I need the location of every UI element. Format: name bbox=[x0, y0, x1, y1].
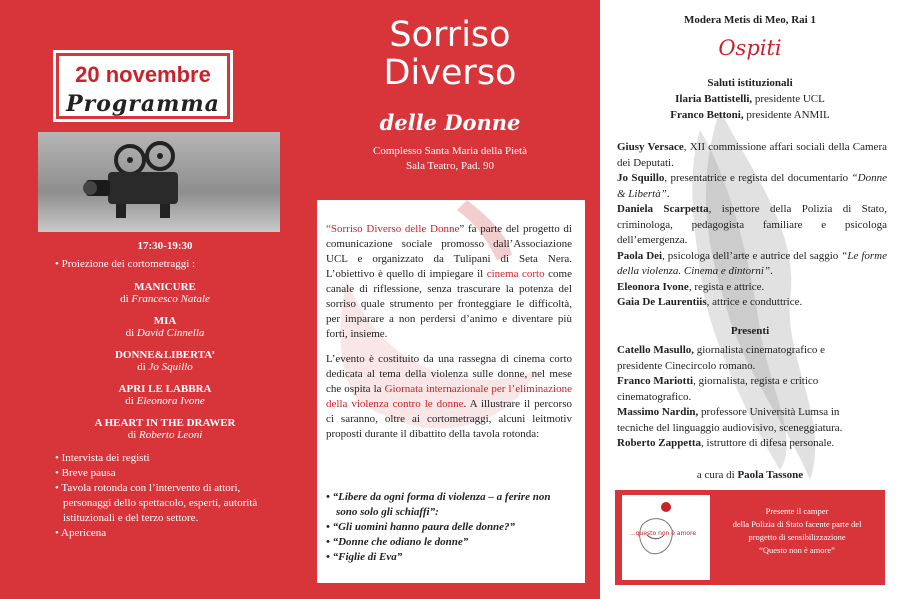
police-camper-text bbox=[714, 505, 880, 557]
program-bullet: • Intervista dei registi bbox=[55, 452, 150, 464]
program-bullet: • Breve pausa bbox=[55, 467, 116, 479]
event-title-line2: Diverso bbox=[383, 53, 517, 93]
film-author: di Eleonora Ivone bbox=[125, 395, 205, 407]
projection-item: • Proiezione dei cortometraggi : bbox=[55, 258, 196, 270]
film-projector-icon bbox=[38, 132, 280, 232]
program-heading: Programma bbox=[66, 91, 220, 117]
venue-line: Sala Teatro, Pad. 90 bbox=[406, 160, 494, 172]
guests-heading: Ospiti bbox=[718, 36, 782, 60]
film-author: di Roberto Leoni bbox=[127, 429, 203, 441]
attendee-item: Franco Mariotti, giornalista, regista e critico cinematografico. bbox=[617, 375, 819, 403]
film-item bbox=[55, 281, 275, 305]
attendee-item: Massimo Nardin, professore Università Lumsa in tecniche del linguaggio audiovisivo, sceneggiatura. bbox=[617, 406, 843, 434]
program-time: 17:30-19:30 bbox=[137, 240, 193, 252]
camper-line: “Questo non è amore” bbox=[759, 545, 835, 555]
greetings-person: Ilaria Battistelli, presidente UCL bbox=[675, 93, 825, 105]
film-item bbox=[55, 349, 275, 373]
event-subtitle: delle Donne bbox=[379, 110, 521, 135]
film-title: MIA bbox=[153, 315, 177, 327]
leitmotiv-item: • “Gli uomini hanno paura delle donne?” bbox=[326, 521, 516, 533]
venue bbox=[300, 144, 600, 174]
film-item bbox=[55, 383, 275, 407]
description-paragraph-1: “Sorriso Diverso delle Donne” fa parte del progetto di comunicazione sociale promosso dall’Associazione UCL e organizzato da Tulipani di Seta Nera. L’obiettivo è quello di impiegare il cinema corto come canale di riflessione, senza trascurare la potenza del sorriso quale strumento per fronteggiare le difficoltà, per imparare a non perdersi d’animo e diventare più forti, insieme. bbox=[326, 223, 572, 340]
event-date: 20 novembre bbox=[75, 62, 211, 87]
film-title: DONNE&LIBERTA’ bbox=[114, 349, 216, 361]
guest-item: Daniela Scarpetta, ispettore della Polizia di Stato, criminologa, pedagogista familiare e psicologa dell’emergenza. bbox=[617, 203, 887, 246]
film-title: MANICURE bbox=[134, 281, 196, 293]
guest-item: Eleonora Ivone, regista e attrice. bbox=[617, 280, 765, 293]
attendee-item: Roberto Zappetta, istruttore di difesa personale. bbox=[617, 437, 835, 449]
program-bullet: • Apericena bbox=[55, 527, 107, 539]
greetings-person: Franco Bettoni, presidente ANMIL bbox=[670, 109, 830, 121]
campaign-poster-icon bbox=[622, 495, 710, 580]
leitmotiv-item: • “Figlie di Eva” bbox=[326, 551, 403, 563]
film-author: di Jo Squillo bbox=[137, 361, 193, 373]
guest-item: Jo Squillo, presentatrice e regista del documentario “Donne & Libertà”. bbox=[617, 172, 887, 200]
attendees-list bbox=[617, 343, 857, 452]
film-author: di David Cinnella bbox=[125, 327, 205, 339]
film-item bbox=[55, 315, 275, 339]
camper-line: Presente il camper bbox=[765, 506, 829, 516]
camper-line: progetto di sensibilizzazione bbox=[748, 532, 846, 542]
venue-line: Complesso Santa Maria della Pietà bbox=[373, 145, 527, 157]
event-title-line1: Sorriso bbox=[389, 15, 511, 55]
attendee-item: Catello Masullo, giornalista cinematografico e presidente Cinecircolo romano. bbox=[617, 344, 826, 372]
leitmotiv-list bbox=[326, 490, 572, 565]
camper-line: della Polizia di Stato facente parte del bbox=[732, 519, 862, 529]
film-author: di Francesco Natale bbox=[120, 293, 210, 305]
film-title: A HEART IN THE DRAWER bbox=[94, 417, 236, 429]
curated-by: a cura di Paola Tassone bbox=[696, 469, 804, 481]
guest-item: Giusy Versace, XII commissione affari sociali della Camera dei Deputati. bbox=[617, 141, 887, 169]
program-bullet: • Tavola rotonda con l’intervento di attori, personaggi dello spettacolo, esperti, autorità istituzionali e del terzo settore. bbox=[55, 482, 258, 524]
description-text bbox=[326, 222, 572, 452]
leitmotiv-item: • “Libere da ogni forma di violenza – a ferire non sono solo gli schiaffi”: bbox=[326, 491, 551, 518]
date-box bbox=[53, 50, 233, 122]
projector-photo bbox=[38, 132, 280, 232]
program-list bbox=[55, 240, 275, 541]
moderator: Modera Metis di Meo, Rai 1 bbox=[684, 14, 816, 26]
description-paragraph-2: L’evento è costituito da una rassegna di cinema corto dedicata al tema della violenza sulle donne, nel mese che ospita la Giornata internazionale per l’eliminazione della violenza contro le donne. A illustrare il percorso ci saranno, oltre ai cortometraggi, alcuni leitmotiv proposti durante il dibattito della tavola rotonda: bbox=[326, 353, 572, 440]
guest-list bbox=[617, 140, 887, 311]
campaign-slogan: ...questo non è amore bbox=[630, 530, 697, 537]
film-item bbox=[55, 417, 275, 441]
attendees-heading: Presenti bbox=[730, 325, 770, 337]
guest-item: Gaia De Laurentiis, attrice e conduttrice. bbox=[617, 296, 803, 308]
guest-item: Paola Dei, psicologa dell’arte e autrice del saggio “Le forme della violenza. Cinema e dintorni”. bbox=[617, 249, 887, 277]
program-bullets bbox=[55, 451, 275, 541]
leitmotiv-item: • “Donne che odiano le donne” bbox=[326, 536, 469, 548]
institutional-greetings bbox=[600, 75, 900, 123]
film-title: APRI LE LABBRA bbox=[118, 383, 212, 395]
campaign-thumbnail bbox=[622, 495, 710, 580]
greetings-heading: Saluti istituzionali bbox=[707, 77, 793, 89]
